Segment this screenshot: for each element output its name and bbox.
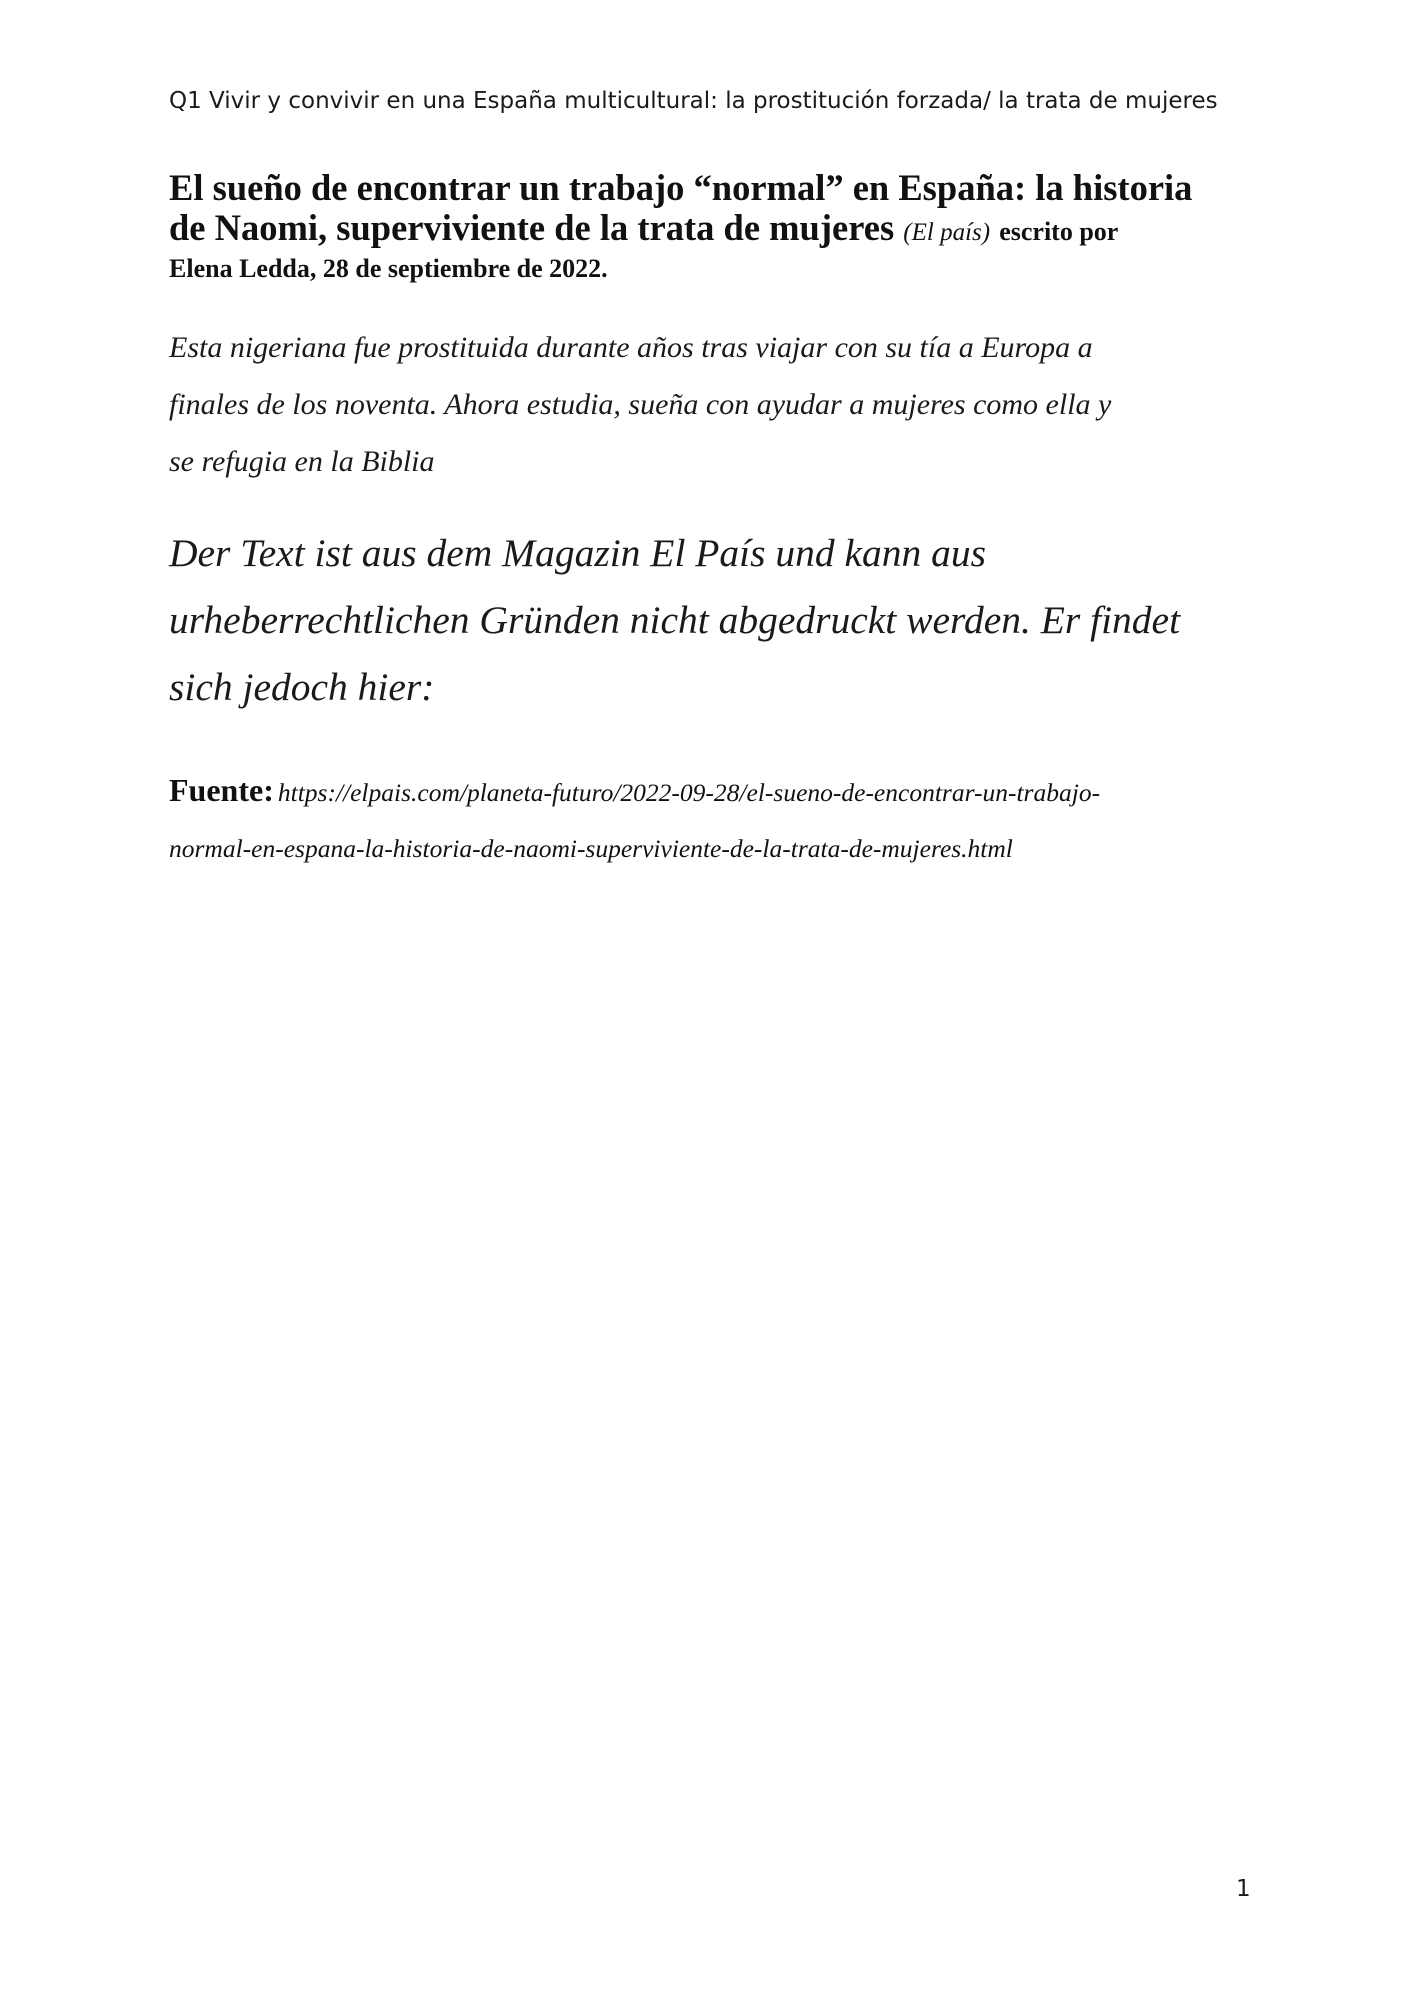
notice-line-3: sich jedoch hier: [169, 665, 435, 709]
article-title-line-2: de Naomi, superviviente de la trata de mujeres [169, 207, 895, 248]
lead-line-1: Esta nigeriana fue prostituida durante años tras viajar con su tía a Europa a [169, 331, 1093, 364]
lead-line-3: se refugia en la Biblia [169, 445, 435, 478]
source-block [169, 762, 1289, 877]
source-label: Fuente: [169, 772, 274, 808]
article-title-line-2-wrapper [169, 208, 1259, 253]
article-title-line-1: El sueño de encontrar un trabajo “normal” en España: la historia [169, 167, 1193, 208]
article-lead [169, 319, 1259, 490]
source-note: (El país) [903, 219, 991, 246]
notice-line-1: Der Text ist aus dem Magazin El País und kann aus [169, 531, 987, 575]
byline-prefix: escrito por [999, 217, 1119, 246]
lead-line-2: finales de los noventa. Ahora estudia, sueña con ayudar a mujeres como ella y [169, 388, 1112, 421]
notice-line-2: urheberrechtlichen Gründen nicht abgedruckt werden. Er findet [169, 598, 1181, 642]
article-title-block [169, 168, 1259, 285]
copyright-notice [169, 520, 1269, 721]
byline-author-date: Elena Ledda, 28 de septiembre de 2022. [169, 254, 608, 283]
source-url-part-1[interactable]: https://elpais.com/planeta-futuro/2022-09-28/el-sueno-de-encontrar-un-trabajo- [277, 778, 1101, 807]
source-line-1 [169, 762, 1289, 821]
source-url-part-2[interactable]: normal-en-espana-la-historia-de-naomi-superviviente-de-la-trata-de-mujeres.html [169, 834, 1013, 863]
running-header: Q1 Vivir y convivir en una España multicultural: la prostitución forzada/ la trata de mujeres [169, 88, 1218, 114]
page-number: 1 [1236, 1876, 1251, 1902]
